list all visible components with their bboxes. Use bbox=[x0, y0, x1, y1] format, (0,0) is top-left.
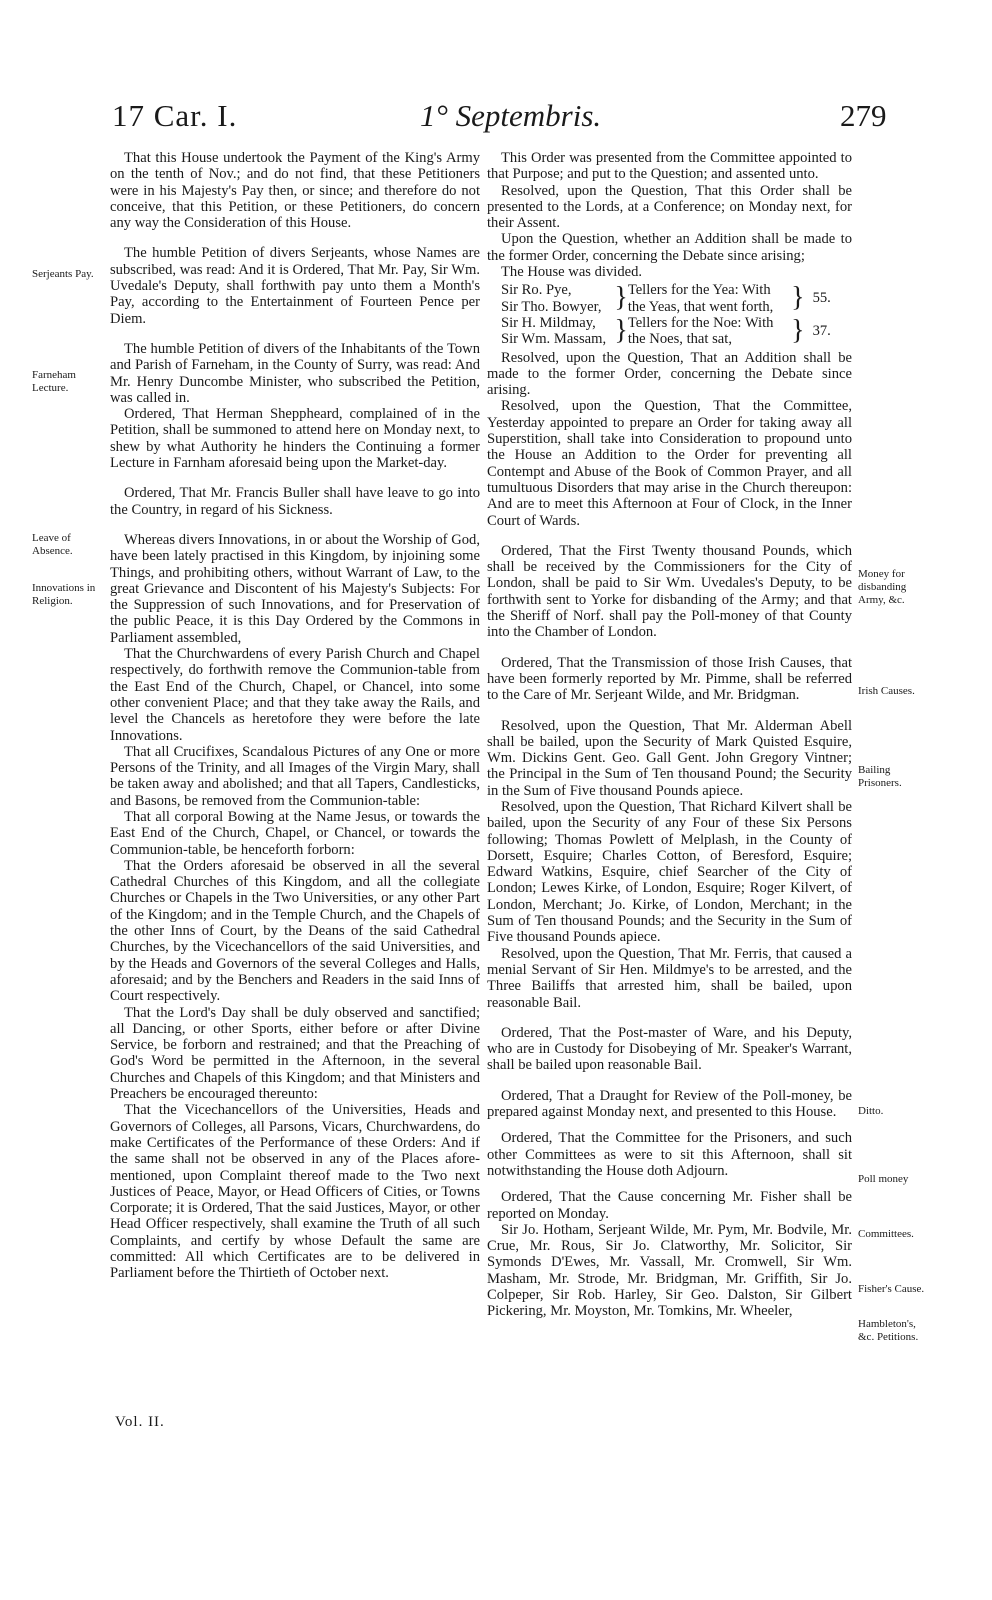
paragraph: Ordered, That Herman Sheppheard, complained of in the Petition, shall be summoned to attend here on Monday next, to shew by what Authority he hinders the Continuing a former Lecture in Farnham aforesaid being upon the Market-day. bbox=[110, 406, 480, 472]
tellers-noe bbox=[501, 315, 851, 348]
margin-note-hambletons-petitions: Hambleton's, &c. Petitions. bbox=[858, 1318, 919, 1343]
paragraph: That all Crucifixes, Scandalous Pictures of any One or more Persons of the Trinity, and all Images of the Virgin Mary, shall be taken away and abolished; and that all Tapers, Candlesticks, and Basons, be removed from the Communion-table: bbox=[110, 743, 480, 809]
paragraph: Resolved, upon the Question, That Mr. Alderman Abell shall be bailed, upon the Security of Mark Quisted Esquire, Wm. Dickins Gent. Geo. Gall Gent. John Gregory Vintner; the Principal in the Sum of Ten thousand Pound; the Security in the Sum of Five thousand Pounds apiece. bbox=[487, 717, 852, 799]
paragraph: That all corporal Bowing at the Name Jesus, or towards the East End of the Church, Chapel, or Chancel, or towards the Communion-table, be henceforth forborn: bbox=[110, 808, 480, 858]
paragraph: Ordered, That the Transmission of those Irish Causes, that have been formerly reported by Mr. Pimme, shall be referred to the Care of Mr. Serjeant Wilde, and Mr. Bridgman. bbox=[487, 654, 852, 704]
paragraph: Resolved, upon the Question, That Richard Kilvert shall be bailed, upon the Security of any Four of these Six Persons following; Thomas Powlett of Melplash, in the County of Dorsett, Esquire; Charles Cotton, of Beresford, Esquire; Edward Watkins, Esquire, chief Searcher of the City of London; Lewes Kirke, of London, Esquire; Roger Kilvert, of London, Merchant; Jo. Kirke, of London, Merchant; in the Sum of Ten thousand Pounds; and the Security in the Sum of Five thousand Pounds apiece. bbox=[487, 798, 852, 946]
margin-note-fishers-cause: Fisher's Cause. bbox=[858, 1283, 925, 1295]
header-regnal-year: 17 Car. I. bbox=[112, 98, 238, 133]
page-number: 279 bbox=[840, 98, 887, 133]
margin-note-irish-causes: Irish Causes. bbox=[858, 685, 915, 697]
margin-note-bailing-prisoners: Bailing Prisoners. bbox=[858, 764, 902, 789]
left-column bbox=[110, 150, 480, 1282]
division-tellers bbox=[501, 282, 851, 347]
right-column bbox=[487, 150, 852, 1320]
paragraph: Resolved, upon the Question, That Mr. Ferris, that caused a menial Servant of Sir Hen. Mildmye's to be arrested, and the Three Bailiffs that arrested him, shall be bailed, upon reasonable Bail. bbox=[487, 945, 852, 1011]
paragraph: That the Lord's Day shall be duly observed and sanctified; all Dancing, or other Sports, either before or after Divine Service, be forborn and restrained; and that the Preaching of God's Word be permitted in the Afternoon, in the several Churches and Chapels of this Kingdom; and that Ministers and Preachers be encouraged thereunto: bbox=[110, 1004, 480, 1103]
tellers-description: the Noes, that sat, bbox=[627, 331, 732, 348]
paragraph: The humble Petition of divers Serjeants, whose Names are subscribed, was read: And it is Ordered, That Mr. Pay, Sir Wm. Uvedale's Deputy, shall forthwith pay unto them a Month's Pay, according to the Entertainment of Fourteen Pence per Diem. bbox=[110, 245, 480, 327]
paragraph: Sir Jo. Hotham, Serjeant Wilde, Mr. Pym, Mr. Bodvile, Mr. Crue, Mr. Rous, Sir Jo. Clatworthy, Mr. Solicitor, Sir Symonds D'Ewes, Mr. Vassall, Mr. Cromwell, Sir Wm. Masham, Mr. Strode, Mr. Bridgman, Mr. Griffith, Sir Jo. Colpeper, Sir Rob. Harley, Sir Geo. Dalston, Sir Gilbert Pickering, Mr. Moyston, Mr. Tomkins, Mr. Wheeler, bbox=[487, 1221, 852, 1320]
brace-icon: } bbox=[791, 314, 805, 346]
margin-note-leave-of-absence: Leave of Absence. bbox=[32, 532, 73, 557]
brace-icon: } bbox=[791, 282, 805, 314]
page-header bbox=[0, 98, 992, 146]
volume-footer: Vol. II. bbox=[115, 1414, 165, 1430]
brace-icon: } bbox=[614, 282, 628, 314]
paragraph: Ordered, That the Committee for the Prisoners, and such other Committees as were to sit this Afternoon, shall sit notwithstanding the House doth Adjourn. bbox=[487, 1130, 852, 1179]
tellers-description: Tellers for the Noe: With bbox=[627, 314, 774, 331]
teller-name: Sir Tho. Bowyer, bbox=[501, 298, 602, 315]
tellers-yea bbox=[501, 282, 851, 315]
vote-count-noe: 37. bbox=[812, 322, 831, 339]
tellers-description: the Yeas, that went forth, bbox=[627, 298, 774, 315]
paragraph: Ordered, That the Post-master of Ware, and his Deputy, who are in Custody for Disobeying of Mr. Speaker's Warrant, shall be bailed upon reasonable Bail. bbox=[487, 1024, 852, 1074]
paragraph: Whereas divers Innovations, in or about the Worship of God, have been lately practised in this Kingdom, by injoining some Things, and prohibiting others, without Warrant of Law, to the great Grievance and Discontent of his Majesty's Subjects: For the Suppression of such Innovations, and for Preservation of the public Peace, it is this Day Ordered by the Commons in Parliament assembled, bbox=[110, 531, 480, 646]
header-date: 1° Septembris. bbox=[420, 98, 602, 133]
tellers-description: Tellers for the Yea: With bbox=[627, 282, 771, 299]
paragraph: Upon the Question, whether an Addition shall be made to the former Order, concerning the Debate since arising; bbox=[487, 231, 852, 264]
paragraph: Ordered, That a Draught for Review of the Poll-money, be prepared against Monday next, and presented to this House. bbox=[487, 1087, 852, 1121]
teller-name: Sir Ro. Pye, bbox=[501, 282, 572, 299]
paragraph: The House was divided. bbox=[501, 264, 643, 281]
paragraph: That the Churchwardens of every Parish Church and Chapel respectively, do forthwith remove the Communion-table from the East End of the Church, Chapel, or Chancel, into some other convenient Place; and that they take away the Rails, and level the Chancels as heretofore they were before the late Innovations. bbox=[110, 646, 480, 744]
margin-note-ditto: Ditto. bbox=[858, 1105, 884, 1117]
paragraph: Ordered, That Mr. Francis Buller shall have leave to go into the Country, in regard of his Sickness. bbox=[110, 485, 480, 518]
teller-name: Sir H. Mildmay, bbox=[501, 314, 596, 331]
paragraph: That this House undertook the Payment of the King's Army on the tenth of Nov.; and do not find, that these Petitioners were in his Majesty's Pay then, or since; and therefore do not conceive, that this Petition, or these Petitioners, do concern any way the Consideration of this House. bbox=[110, 150, 480, 232]
paragraph: Resolved, upon the Question, That an Addition shall be made to the former Order, concerning the Debate since arising. bbox=[487, 349, 852, 399]
margin-note-money-disbanding: Money for disbanding Army, &c. bbox=[858, 568, 907, 606]
teller-name: Sir Wm. Massam, bbox=[501, 331, 607, 348]
margin-note-innovations: Innovations in Religion. bbox=[32, 582, 96, 607]
brace-icon: } bbox=[614, 314, 628, 346]
paragraph: The humble Petition of divers of the Inhabitants of the Town and Parish of Farneham, in the County of Surry, was read: And Mr. Henry Duncombe Minister, who subscribed the Petition, was called in. bbox=[110, 340, 480, 406]
margin-note-poll-money: Poll money bbox=[858, 1173, 909, 1185]
paragraph: Ordered, That the First Twenty thousand Pounds, which shall be received by the Commissioners for the City of London, shall be paid to Sir Wm. Uvedales's Deputy, to be forthwith sent to Yorke for disbanding of the Army; and that the Sheriff of Norf. shall pay the Poll-money of that County into the Chamber of London. bbox=[487, 542, 852, 641]
paragraph: Resolved, upon the Question, That the Committee, Yesterday appointed to prepare an Order for taking away all Superstition, shall take into Consideration to propound unto the House an Addition to the Order for preventing all Contempt and Abuse of the Book of Common Prayer, and all tumultuous Disorders that may arise in the Church thereupon: And are to meet this Afternoon at Four of Clock, in the Inner Court of Wards. bbox=[487, 398, 852, 529]
margin-note-serjeants-pay: Serjeants Pay. bbox=[32, 268, 94, 280]
paragraph: This Order was presented from the Committee appointed to that Purpose; and put to the Question; and assented unto. bbox=[487, 150, 852, 183]
paragraph: Resolved, upon the Question, That this Order shall be presented to the Lords, at a Conference; on Monday next, for their Assent. bbox=[487, 182, 852, 232]
margin-note-committees: Committees. bbox=[858, 1228, 914, 1240]
margin-note-farneham-lecture: Farneham Lecture. bbox=[32, 369, 76, 394]
paragraph: That the Orders aforesaid be observed in all the several Cathedral Churches of this Kingdom, and all the collegiate Churches or Chapels in the Two Universities, or any other Part of the Kingdom; and in the Temple Church, and the Chapels of the other Inns of Court, by the Deans of the said Cathedral Churches, by the Vicechancellors of the said Universities, and by the Heads and Governors of the several Colleges and Halls, aforesaid; and by the Benchers and Readers in the said Inns of Court respectively. bbox=[110, 857, 480, 1005]
paragraph: That the Vicechancellors of the Universities, Heads and Governors of Colleges, all Parsons, Vicars, Churchwardens, do make Certificates of the Performance of these Orders: And if the same shall not be observed in any of the Places afore-mentioned, upon Complaint thereof made to the Two next Justices of Peace, Mayor, or Head Officers of Cities, or Towns Corporate; it is Ordered, That the said Justices, Mayor, or other Head Officer respectively, shall examine the Truth of all such Complaints, and certify by whose Default the same are committed: All which Certificates are to be delivered in Parliament before the Thirtieth of October next. bbox=[110, 1102, 480, 1282]
paragraph: Ordered, That the Cause concerning Mr. Fisher shall be reported on Monday. bbox=[487, 1189, 852, 1222]
vote-count-yea: 55. bbox=[812, 290, 831, 307]
